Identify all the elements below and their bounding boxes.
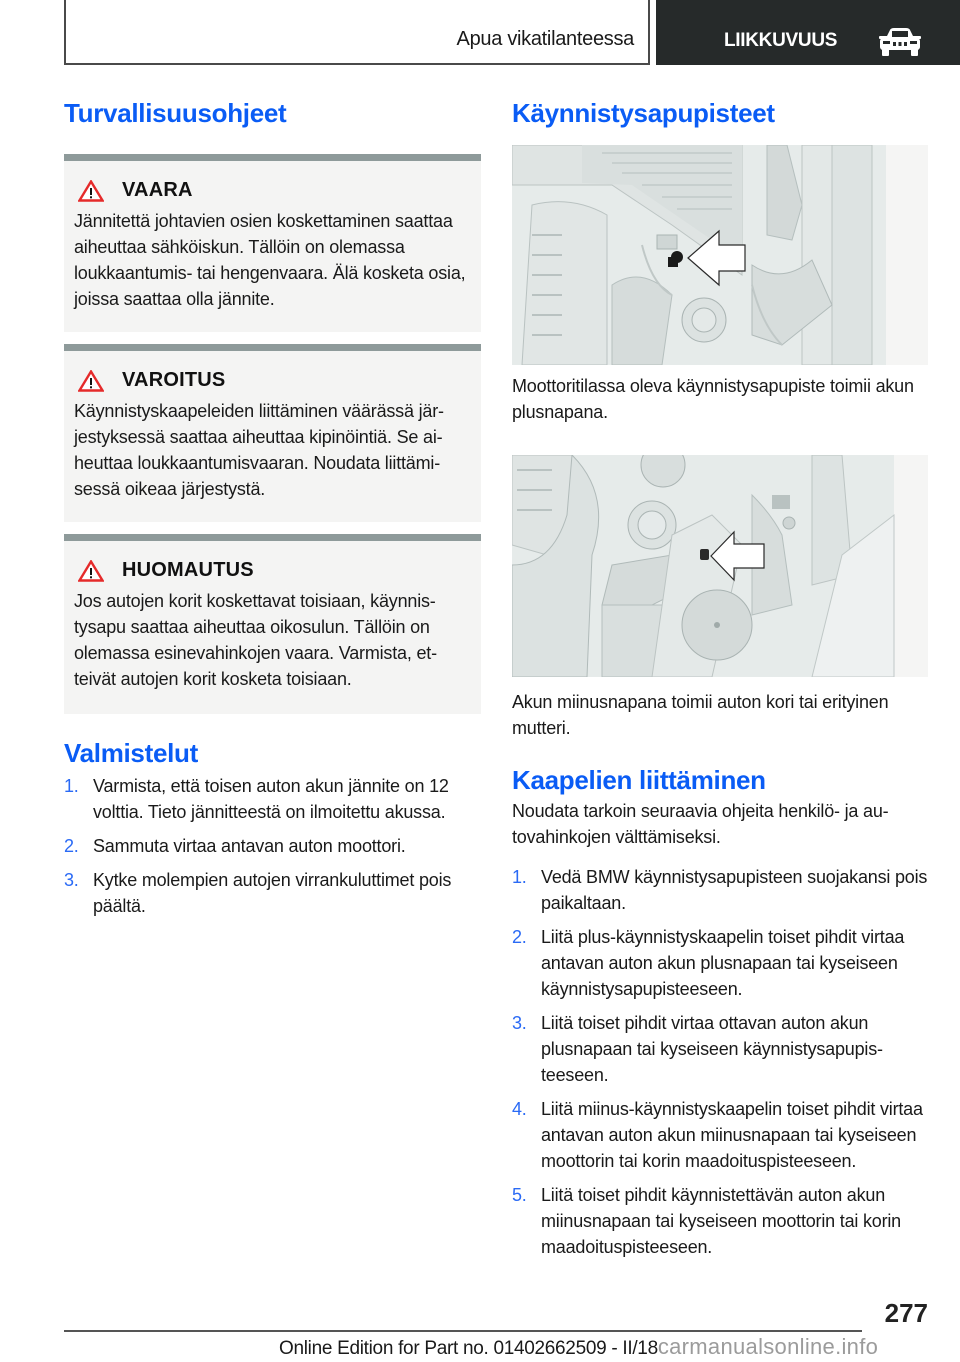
step-number: 1. — [64, 776, 79, 797]
step-text: Kytke molempien autojen virrankuluttimet pois päältä. — [93, 870, 452, 917]
warning-triangle-icon — [78, 180, 104, 202]
footer-divider — [64, 1330, 862, 1332]
step-text: Liitä toiset pihdit virtaa ottavan auton akun plusnapaan tai kyseiseen käynnistysapupisteeseen. — [541, 1013, 884, 1086]
preparation-steps — [64, 773, 481, 919]
list-item — [512, 1010, 928, 1088]
step-text: Sammuta virtaa antavan auton moottori. — [93, 836, 406, 857]
engine-bay-positive-point-image — [512, 145, 928, 365]
notice-label: HUOMAUTUS — [122, 559, 254, 582]
connecting-cables-heading: Kaapelien liittäminen — [512, 765, 766, 796]
page-number: 277 — [884, 1298, 928, 1328]
header-section-tab[interactable] — [656, 0, 960, 65]
section-label: LIIKKUVUUS — [724, 30, 838, 51]
notice-danger — [64, 154, 481, 332]
ground-nut — [700, 549, 709, 560]
step-text: Liitä toiset pihdit käynnistettävän auton akun miinusnapaan tai kyseiseen moottorin tai korin maadoituspisteeseen. — [541, 1185, 901, 1258]
notice-label: VAARA — [122, 179, 193, 202]
engine-bay-negative-point-image — [512, 455, 928, 677]
engine-illustration — [512, 145, 928, 365]
watermark-link[interactable]: carmanualsonline.info — [657, 1334, 879, 1359]
preparation-heading: Valmistelut — [64, 738, 198, 769]
notice-warning — [64, 344, 481, 522]
step-text: Varmista, että toisen auton akun jännite on 12 volttia. Tieto jännitteestä on ilmoitettu akussa. — [93, 776, 449, 823]
notice-label: VAROITUS — [122, 369, 226, 392]
notice-text: Jännitettä johtavien osien koskettaminen saattaa aiheuttaa sähköiskun. Tällöin on olemassa loukkaantumis- tai hengenvaara. Älä kosketa osia, joissa saattaa olla jännite. — [74, 211, 466, 310]
car-front-icon — [876, 28, 924, 56]
list-item — [512, 864, 928, 916]
list-item — [512, 924, 928, 1002]
jump-start-points-heading: Käynnistysapupisteet — [512, 98, 775, 128]
left-column — [64, 98, 481, 927]
breadcrumb[interactable]: Apua vikatilanteessa — [456, 28, 634, 50]
list-item — [64, 867, 481, 919]
step-number: 4. — [512, 1099, 527, 1120]
step-number: 3. — [64, 870, 79, 891]
step-text: Liitä plus-käynnistyskaapelin toiset pihdit virtaa antavan auton akun plusnapaan tai kyseiseen käynnistysapupisteeseen. — [541, 927, 905, 1000]
header-breadcrumb-box — [64, 0, 650, 65]
list-item — [512, 1096, 928, 1174]
image2-caption: Akun miinusnapana toimii auton kori tai erityinen mutteri. — [512, 692, 889, 739]
notice-text: Jos autojen korit koskettavat toisiaan, käynnistysapu saattaa aiheuttaa oikosulun. Tällöin on olemassa esinevahinkojen vaara. Varmista, etteivät autojen korit kosketa toisiaan. — [74, 591, 438, 690]
footer-edition — [279, 1334, 878, 1360]
notice-text: Käynnistyskaapeleiden liittäminen väärässä järjestyksessä saattaa aiheuttaa kipinöintiä. Se aiheuttaa loukkaantumisvaaran. Noudata liittämisessä oikeaa järjestystä. — [74, 401, 445, 500]
list-item — [64, 833, 481, 859]
safety-heading: Turvallisuusohjeet — [64, 98, 287, 128]
step-number: 5. — [512, 1185, 527, 1206]
step-number: 2. — [64, 836, 79, 857]
connecting-steps — [512, 864, 928, 1260]
image1-caption: Moottoritilassa oleva käynnistysapupiste toimii akun plusnapana. — [512, 376, 914, 423]
step-number: 3. — [512, 1013, 527, 1034]
warning-triangle-icon — [78, 560, 104, 582]
step-number: 2. — [512, 927, 527, 948]
list-item — [512, 1182, 928, 1260]
step-number: 1. — [512, 867, 527, 888]
step-text: Vedä BMW käynnistysapupisteen suojakansi pois paikaltaan. — [541, 867, 928, 914]
connecting-intro: Noudata tarkoin seuraavia ohjeita henkilö- ja autovahinkojen välttämiseksi. — [512, 801, 889, 848]
warning-triangle-icon — [78, 370, 104, 392]
engine-illustration — [512, 455, 928, 677]
list-item — [64, 773, 481, 825]
right-column — [512, 98, 928, 1268]
notice-caution — [64, 534, 481, 714]
step-text: Liitä miinus-käynnistyskaapelin toiset pihdit virtaa antavan auton akun miinusnapaan tai kyseiseen moottorin tai korin maadoituspisteeseen. — [541, 1099, 923, 1172]
edition-text: Online Edition for Part no. 01402662509 - II/18 — [279, 1338, 658, 1359]
